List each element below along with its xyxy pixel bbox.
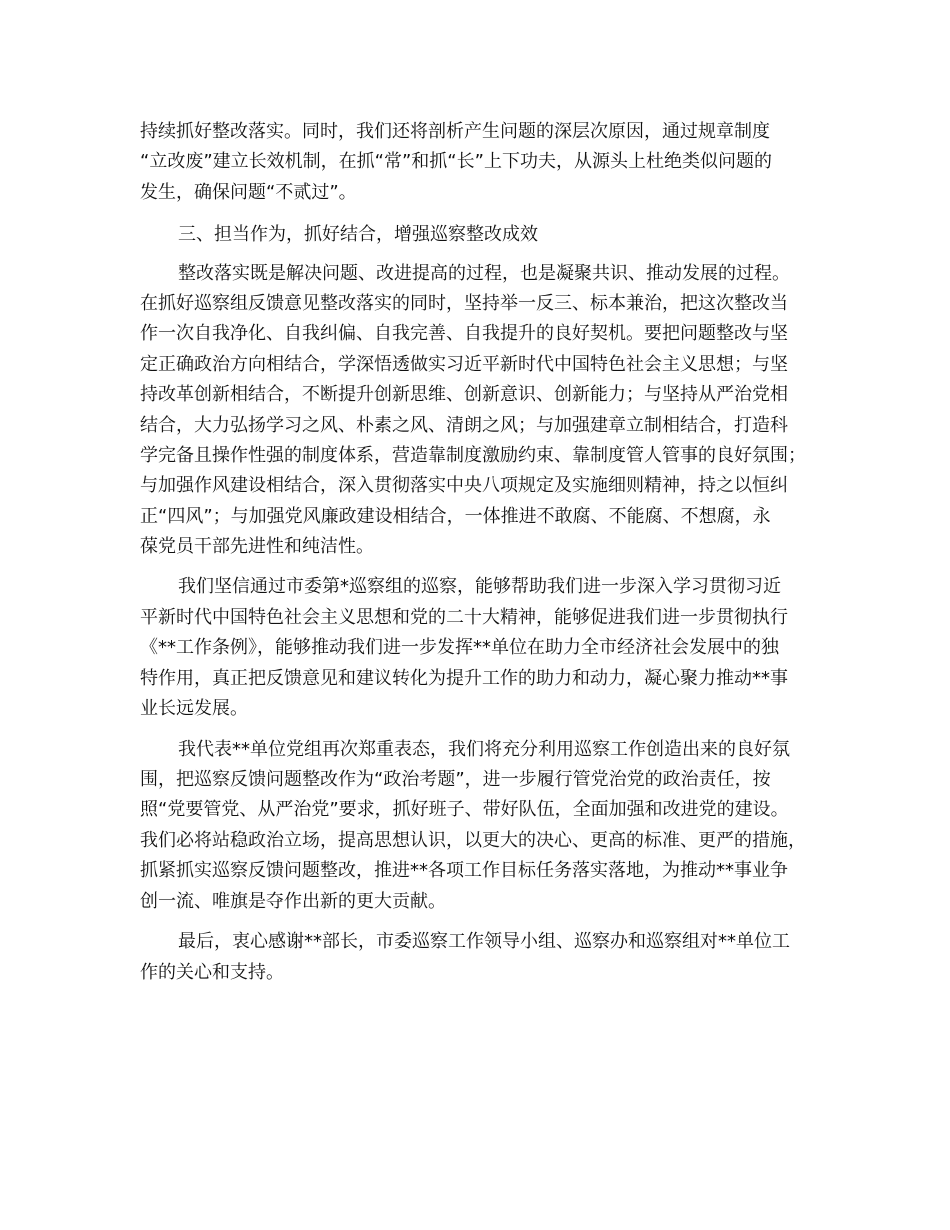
text-line: 定正确政治方向相结合，学深悟透做实习近平新时代中国特色社会主义思想；与坚 — [140, 354, 788, 375]
text-line: 持续抓好整改落实。同时，我们还将剖析产生问题的深层次原因，通过规章制度 — [140, 121, 770, 142]
text-line: “立改废”建立长效机制，在抓“常”和抓“长”上下功夫，从源头上杜绝类似问题的 — [140, 151, 772, 172]
text-line: 结合，大力弘扬学习之风、朴素之风、清朗之风；与加强建章立制相结合，打造科 — [140, 415, 788, 436]
text-line: 业长远发展。 — [140, 698, 248, 719]
text-line: 《**工作条例》，能够推动我们进一步发挥**单位在助力全市经济社会发展中的独 — [140, 637, 779, 658]
text-line: 最后，衷心感谢**部长，市委巡察工作领导小组、巡察办和巡察组对**单位工 — [178, 931, 790, 952]
text-line: 特作用，真正把反馈意见和建议转化为提升工作的助力和动力，凝心聚力推动**事 — [140, 668, 788, 689]
text-line: 我代表**单位党组再次郑重表态，我们将充分利用巡察工作创造出来的良好氛 — [178, 739, 790, 760]
text-line: 我们坚信通过市委第*巡察组的巡察，能够帮助我们进一步深入学习贯彻习近 — [178, 576, 781, 597]
text-line: 围，把巡察反馈问题整改作为“政治考题”，进一步履行管党治党的政治责任，按 — [140, 769, 771, 790]
text-line: 与加强作风建设相结合，深入贯彻落实中央八项规定及实施细则精神，持之以恒纠 — [140, 475, 788, 496]
heading-text: 三、担当作为，抓好结合，增强巡察整改成效 — [178, 224, 538, 245]
text-line: 发生，确保问题“不贰过”。 — [140, 182, 357, 203]
text-line: 创一流、唯旗是夺作出新的更大贡献。 — [140, 891, 446, 912]
text-line: 葆党员干部先进性和纯洁性。 — [140, 536, 374, 557]
text-line: 作的关心和支持。 — [140, 962, 284, 983]
text-line: 我们必将站稳政治立场，提高思想认识，以更大的决心、更高的标准、更严的措施， — [140, 830, 806, 851]
text-line: 持改革创新相结合，不断提升创新思维、创新意识、创新能力；与坚持从严治党相 — [140, 384, 788, 405]
text-line: 正“四风”；与加强党风廉政建设相结合，一体推进不敢腐、不能腐、不想腐，永 — [140, 506, 771, 527]
text-line: 整改落实既是解决问题、改进提高的过程，也是凝聚共识、推动发展的过程。 — [178, 263, 790, 284]
text-line: 学完备且操作性强的制度体系，营造靠制度激励约束、靠制度管人管事的良好氛围； — [140, 445, 806, 466]
text-line: 作一次自我净化、自我纠偏、自我完善、自我提升的良好契机。要把问题整改与坚 — [140, 323, 788, 344]
text-line: 平新时代中国特色社会主义思想和党的二十大精神，能够促进我们进一步贯彻执行 — [140, 607, 788, 628]
text-line: 照“党要管党、从严治党”要求，抓好班子、带好队伍，全面加强和改进党的建设。 — [140, 799, 789, 820]
text-line: 在抓好巡察组反馈意见整改落实的同时，坚持举一反三、标本兼治，把这次整改当 — [140, 293, 788, 314]
text-line: 抓紧抓实巡察反馈问题整改，推进**各项工作目标任务落实落地，为推动**事业争 — [140, 860, 788, 881]
